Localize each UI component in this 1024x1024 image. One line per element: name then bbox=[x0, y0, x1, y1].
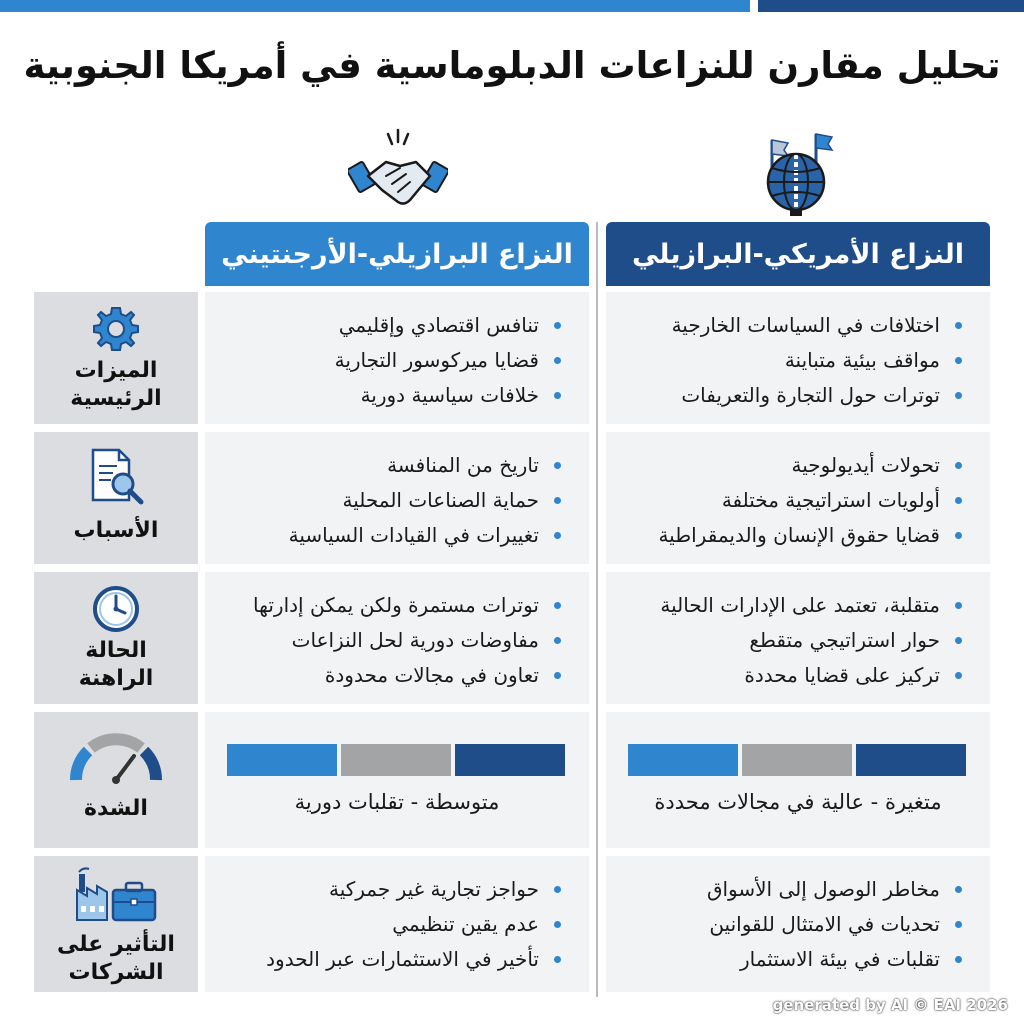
list-item: تأخير في الاستثمارات عبر الحدود bbox=[266, 942, 561, 977]
intensity-bar-group bbox=[628, 744, 966, 776]
list-item: أولويات استراتيجية مختلفة bbox=[658, 483, 962, 518]
row-label-impact bbox=[34, 856, 198, 992]
top-accent-bar-light bbox=[0, 0, 750, 12]
column-header-brazil-argentina: النزاع البرازيلي-الأرجنتيني bbox=[205, 222, 589, 286]
list-item: توترات مستمرة ولكن يمكن إدارتها bbox=[253, 588, 561, 623]
list-item: حوار استراتيجي متقطع bbox=[660, 623, 962, 658]
list-item: تحولات أيديولوجية bbox=[658, 448, 962, 483]
cell-impact-brazil-argentina bbox=[205, 856, 589, 992]
page-title: تحليل مقارن للنزاعات الدبلوماسية في أمريكا الجنوبية bbox=[23, 44, 1001, 87]
row-label-status bbox=[34, 572, 198, 704]
intensity-bar-segment bbox=[628, 744, 738, 776]
row-label-causes bbox=[34, 432, 198, 564]
list-item: عدم يقين تنظيمي bbox=[266, 907, 561, 942]
intensity-bar-segment bbox=[742, 744, 852, 776]
intensity-text: متغيرة - عالية في مجالات محددة bbox=[654, 790, 942, 814]
factory-briefcase-icon bbox=[71, 866, 161, 930]
list-item: مفاوضات دورية لحل النزاعات bbox=[253, 623, 561, 658]
row-label-text: التأثير على bbox=[57, 932, 175, 957]
cell-causes-brazil-argentina bbox=[205, 432, 589, 564]
row-label-text: الراهنة bbox=[78, 666, 154, 691]
cell-intensity-brazil-argentina bbox=[205, 712, 589, 848]
list-item: قضايا حقوق الإنسان والديمقراطية bbox=[658, 518, 962, 553]
intensity-bar-segment bbox=[856, 744, 966, 776]
gauge-icon bbox=[68, 730, 164, 788]
column-divider bbox=[596, 222, 598, 997]
cell-intensity-us-brazil bbox=[606, 712, 990, 848]
list-item: توترات حول التجارة والتعريفات bbox=[672, 378, 962, 413]
list-item: قضايا ميركوسور التجارية bbox=[335, 343, 561, 378]
row-label-text: الشدة bbox=[84, 796, 148, 821]
cell-features-us-brazil bbox=[606, 292, 990, 424]
row-label-features bbox=[34, 292, 198, 424]
list-item: خلافات سياسية دورية bbox=[335, 378, 561, 413]
intensity-bar-segment bbox=[227, 744, 337, 776]
list-item: مواقف بيئية متباينة bbox=[672, 343, 962, 378]
gear-icon bbox=[91, 304, 141, 358]
list-item: تقلبات في بيئة الاستثمار bbox=[707, 942, 962, 977]
list-item: تعاون في مجالات محدودة bbox=[253, 658, 561, 693]
top-accent-bar-dark bbox=[758, 0, 1024, 12]
row-label-text: الشركات bbox=[68, 960, 164, 985]
document-search-icon bbox=[87, 446, 145, 510]
column-header-us-brazil: النزاع الأمريكي-البرازيلي bbox=[606, 222, 990, 286]
globe-flags-icon bbox=[750, 126, 840, 218]
row-label-text: الرئيسية bbox=[70, 386, 162, 411]
intensity-bar-segment bbox=[341, 744, 451, 776]
cell-features-brazil-argentina bbox=[205, 292, 589, 424]
list-item: متقلبة، تعتمد على الإدارات الحالية bbox=[660, 588, 962, 623]
list-item: تاريخ من المنافسة bbox=[289, 448, 561, 483]
clock-icon bbox=[91, 584, 141, 638]
row-label-text: الحالة bbox=[85, 638, 147, 663]
cell-causes-us-brazil bbox=[606, 432, 990, 564]
list-item: اختلافات في السياسات الخارجية bbox=[672, 308, 962, 343]
footer-credit: generated by AI © EAI 2026 bbox=[772, 996, 1008, 1014]
intensity-text: متوسطة - تقلبات دورية bbox=[294, 790, 500, 814]
list-item: حواجز تجارية غير جمركية bbox=[266, 872, 561, 907]
row-label-intensity bbox=[34, 712, 198, 848]
list-item: حماية الصناعات المحلية bbox=[289, 483, 561, 518]
intensity-bar-group bbox=[227, 744, 565, 776]
list-item: تركيز على قضايا محددة bbox=[660, 658, 962, 693]
cell-status-brazil-argentina bbox=[205, 572, 589, 704]
handshake-icon bbox=[348, 128, 448, 216]
cell-status-us-brazil bbox=[606, 572, 990, 704]
list-item: تحديات في الامتثال للقوانين bbox=[707, 907, 962, 942]
row-label-text: الميزات bbox=[74, 358, 158, 383]
list-item: تغييرات في القيادات السياسية bbox=[289, 518, 561, 553]
cell-impact-us-brazil bbox=[606, 856, 990, 992]
intensity-bar-segment bbox=[455, 744, 565, 776]
row-label-text: الأسباب bbox=[73, 518, 159, 543]
list-item: مخاطر الوصول إلى الأسواق bbox=[707, 872, 962, 907]
list-item: تنافس اقتصادي وإقليمي bbox=[335, 308, 561, 343]
